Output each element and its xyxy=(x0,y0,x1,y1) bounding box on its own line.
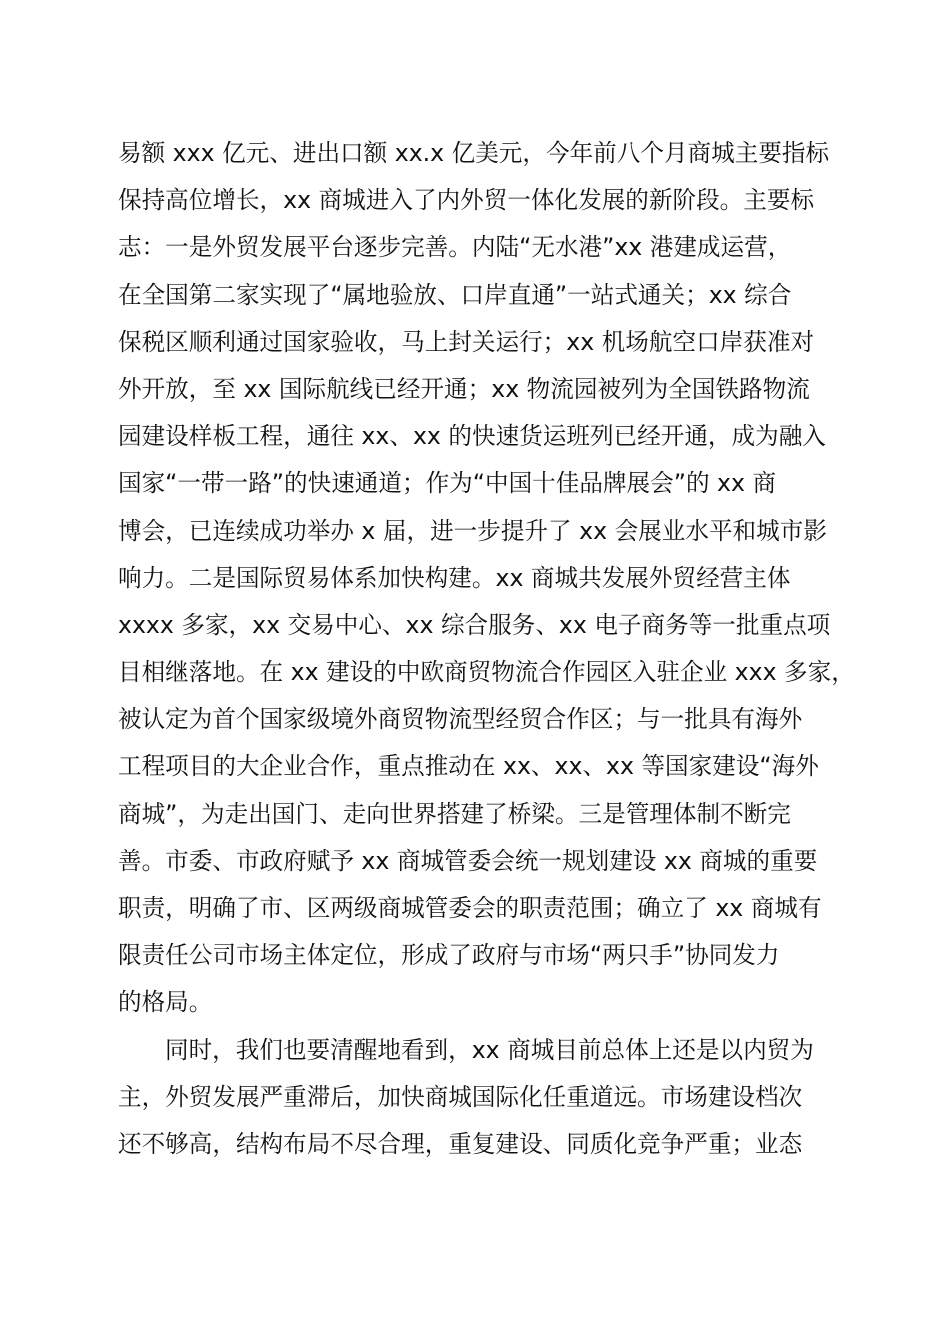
paragraph-line: 工程项目的大企业合作，重点推动在 xx、xx、xx 等国家建设“海外 xyxy=(118,752,819,781)
paragraph-line: 保持高位增长，xx 商城进入了内外贸一体化发展的新阶段。主要标 xyxy=(118,186,815,215)
paragraph-2 xyxy=(118,1027,830,1169)
paragraph-line: 职责，明确了市、区两级商城管委会的职责范围；确立了 xx 商城有 xyxy=(118,894,822,922)
paragraph-line: 的格局。 xyxy=(118,988,213,1017)
paragraph-line: 易额 xxx 亿元、进出口额 xx.x 亿美元，今年前八个月商城主要指标 xyxy=(118,139,830,167)
paragraph-line: 在全国第二家实现了“属地验放、口岸直通”一站式通关；xx 综合 xyxy=(118,280,792,309)
paragraph-line: 博会，已连续成功举办 x 届，进一步提升了 xx 会展业水平和城市影 xyxy=(118,516,827,545)
body-text xyxy=(118,130,855,1168)
paragraph-line: 保税区顺利通过国家验收，马上封关运行；xx 机场航空口岸获准对 xyxy=(118,327,815,356)
paragraph-line: 目相继落地。在 xx 建设的中欧商贸物流合作园区入驻企业 xxx 多家， xyxy=(118,658,855,687)
paragraph-line: 外开放，至 xx 国际航线已经开通；xx 物流园被列为全国铁路物流 xyxy=(118,374,810,403)
paragraph-line: 主，外贸发展严重滞后，加快商城国际化任重道远。市场建设档次 xyxy=(118,1082,803,1111)
paragraph-line: 同时，我们也要清醒地看到，xx 商城目前总体上还是以内贸为 xyxy=(165,1035,814,1064)
paragraph-line: xxxx 多家，xx 交易中心、xx 综合服务、xx 电子商务等一批重点项 xyxy=(118,610,831,639)
paragraph-line: 还不够高，结构布局不尽合理，重复建设、同质化竞争严重；业态 xyxy=(118,1129,803,1158)
paragraph-line: 商城”，为走出国门、走向世界搭建了桥梁。三是管理体制不断完 xyxy=(118,799,791,828)
paragraph-line: 园建设样板工程，通往 xx、xx 的快速货运班列已经开通，成为融入 xyxy=(118,422,826,451)
paragraph-1 xyxy=(118,130,855,1027)
paragraph-line: 国家“一带一路”的快速通道；作为“中国十佳品牌展会”的 xx 商 xyxy=(118,469,777,498)
paragraph-line: 限责任公司市场主体定位，形成了政府与市场“两只手”协同发力 xyxy=(118,941,780,970)
paragraph-line: 响力。二是国际贸易体系加快构建。xx 商城共发展外贸经营主体 xyxy=(118,563,791,592)
paragraph-line: 被认定为首个国家级境外商贸物流型经贸合作区；与一批具有海外 xyxy=(118,705,803,734)
paragraph-line: 善。市委、市政府赋予 xx 商城管委会统一规划建设 xx 商城的重要 xyxy=(118,846,818,875)
paragraph-line: 志：一是外贸发展平台逐步完善。内陆“无水港”xx 港建成运营， xyxy=(118,233,792,262)
